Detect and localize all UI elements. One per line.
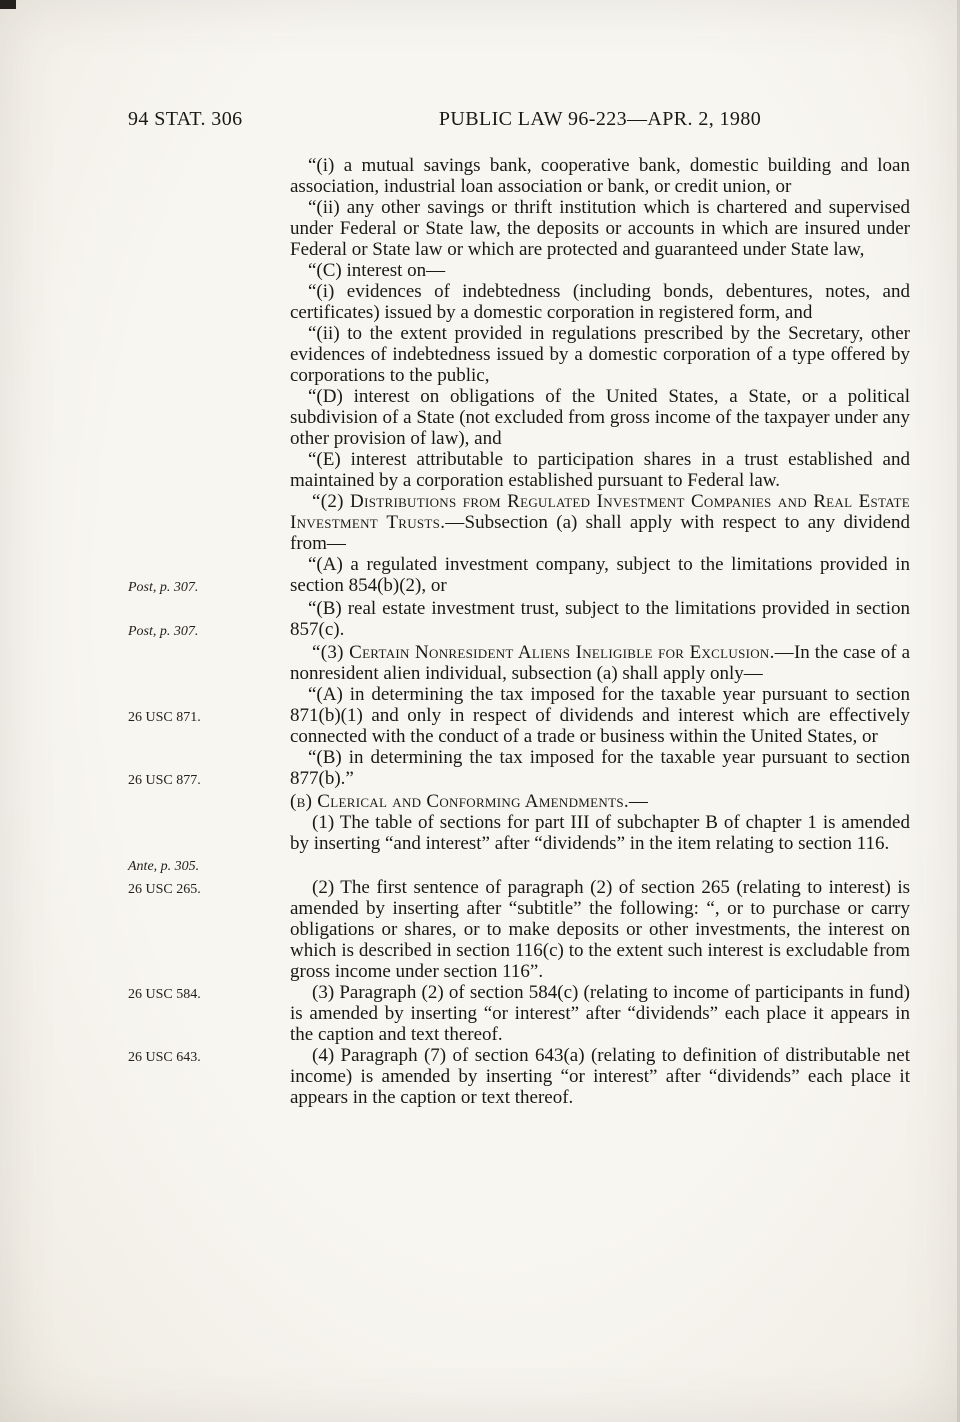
paragraph-row — [128, 747, 910, 791]
margin-note: Post, p. 307. — [128, 580, 199, 595]
margin-note — [128, 323, 290, 325]
page-header — [128, 108, 910, 131]
paragraph-row — [128, 197, 910, 260]
margin-note — [128, 449, 290, 451]
statute-paragraph: “(A) in determining the tax imposed for the taxable year pursuant to section 871(b)(1) and only in respect of dividends and interest which are effectively connected with the conduct of a trade or business within the United States, or — [290, 684, 910, 747]
margin-note: 26 USC 643. — [128, 1050, 201, 1065]
margin-note — [128, 642, 290, 644]
paragraph-row — [128, 642, 910, 684]
paragraph-row — [128, 449, 910, 491]
paragraph-row — [128, 155, 910, 197]
law-title: PUBLIC LAW 96-223—APR. 2, 1980 — [438, 108, 762, 130]
margin-note: Ante, p. 305. — [128, 859, 200, 874]
margin-note: 26 USC 584. — [128, 987, 201, 1002]
paragraph-row — [128, 260, 910, 281]
statute-paragraph: “(A) a regulated investment company, subject to the limitations provided in section 854(b)(2), or — [290, 554, 910, 596]
statute-paragraph: “(B) real estate investment trust, subject to the limitations provided in section 857(c). — [290, 598, 910, 640]
paragraph-row — [128, 554, 910, 598]
margin-note — [128, 791, 290, 793]
statute-paragraph: (1) The table of sections for part III of subchapter B of chapter 1 is amended by inserting “and interest” after “dividends” in the item relating to section 116. — [290, 812, 910, 854]
statute-paragraph: “(i) a mutual savings bank, cooperative bank, domestic building and loan association, industrial loan association or bank, or credit union, or — [290, 155, 910, 197]
margin-note — [128, 260, 290, 262]
statute-paragraph: “(3) Certain Nonresident Aliens Ineligible for Exclusion.—In the case of a nonresident alien individual, subsection (a) shall apply only— — [290, 642, 911, 684]
paragraph-row — [128, 791, 910, 812]
paragraph-row — [128, 877, 910, 982]
margin-note: 26 USC 871. — [128, 710, 201, 725]
paragraph-row — [128, 386, 910, 449]
paragraph-lead: “(2) Distributions from Regulated Investment Companies and Real Estate Investment Trusts.— — [290, 491, 910, 533]
paragraph-row — [128, 491, 910, 554]
paragraph-row — [128, 281, 910, 323]
statute-paragraph: (4) Paragraph (7) of section 643(a) (relating to definition of distributable net income) is amended by inserting “or interest” after “dividends” each place it appears in the caption or text thereof. — [290, 1045, 910, 1108]
margin-note: 26 USC 877. — [128, 773, 201, 788]
margin-note — [128, 491, 290, 493]
margin-note — [128, 197, 290, 199]
paragraph-row — [128, 812, 910, 877]
margin-note: 26 USC 265. — [128, 882, 201, 897]
margin-note — [128, 155, 290, 157]
paragraph-row — [128, 598, 910, 642]
statute-paragraph: “(ii) to the extent provided in regulations prescribed by the Secretary, other evidences of indebtedness issued by a domestic corporation of a type offered by corporations to the public, — [290, 323, 910, 386]
statute-paragraph: (3) Paragraph (2) of section 584(c) (relating to income of participants in fund) is amended by inserting “or interest” after “dividends” each place it appears in the caption and text thereof. — [290, 982, 910, 1045]
paragraph-row — [128, 982, 910, 1045]
paragraph-row — [128, 323, 910, 386]
statute-paragraph: “(C) interest on— — [308, 260, 446, 281]
statute-paragraph: “(ii) any other savings or thrift institution which is chartered and supervised under Federal or State law, the deposits or accounts in which are insured under Federal or State law or which are protected and guaranteed under State law, — [290, 197, 910, 260]
statute-paragraph — [290, 791, 910, 812]
stat-page-number: 94 STAT. 306 — [128, 108, 243, 130]
statute-paragraph: “(E) interest attributable to participation shares in a trust established and maintained by a corporation established pursuant to Federal law. — [290, 449, 910, 491]
paragraph-lead: (b) Clerical and Conforming Amendments.— — [290, 791, 649, 812]
statute-body — [128, 155, 910, 1108]
statute-paragraph: “(B) in determining the tax imposed for the taxable year pursuant to section 877(b).” — [290, 747, 910, 789]
margin-note — [128, 281, 290, 283]
statute-paragraph: “(i) evidences of indebtedness (including bonds, debentures, notes, and certificates) issued by a domestic corporation in registered form, and — [290, 281, 910, 323]
paragraph-row — [128, 1045, 910, 1108]
statute-paragraph: (2) The first sentence of paragraph (2) of section 265 (relating to interest) is amended by inserting after “subtitle” the following: “, or to purchase or carry obligations or shares, or to make deposits or other investments, the interest on which is described in section 116(c) to the extent such interest is excludable from gross income under section 116”. — [290, 877, 910, 982]
margin-note — [128, 386, 290, 388]
statute-paragraph: “(2) Distributions from Regulated Investment Companies and Real Estate Investment Trusts.—Subsection (a) shall apply with respect to any dividend from— — [290, 491, 910, 554]
paragraph-row — [128, 684, 910, 747]
paragraph-lead: “(3) Certain Nonresident Aliens Ineligible for Exclusion.— — [312, 642, 794, 663]
statute-paragraph: “(D) interest on obligations of the United States, a State, or a political subdivision of a State (not excluded from gross income of the taxpayer under any other provision of law), and — [290, 386, 910, 449]
scan-corner-artifact — [0, 0, 16, 9]
margin-note: Post, p. 307. — [128, 624, 199, 639]
